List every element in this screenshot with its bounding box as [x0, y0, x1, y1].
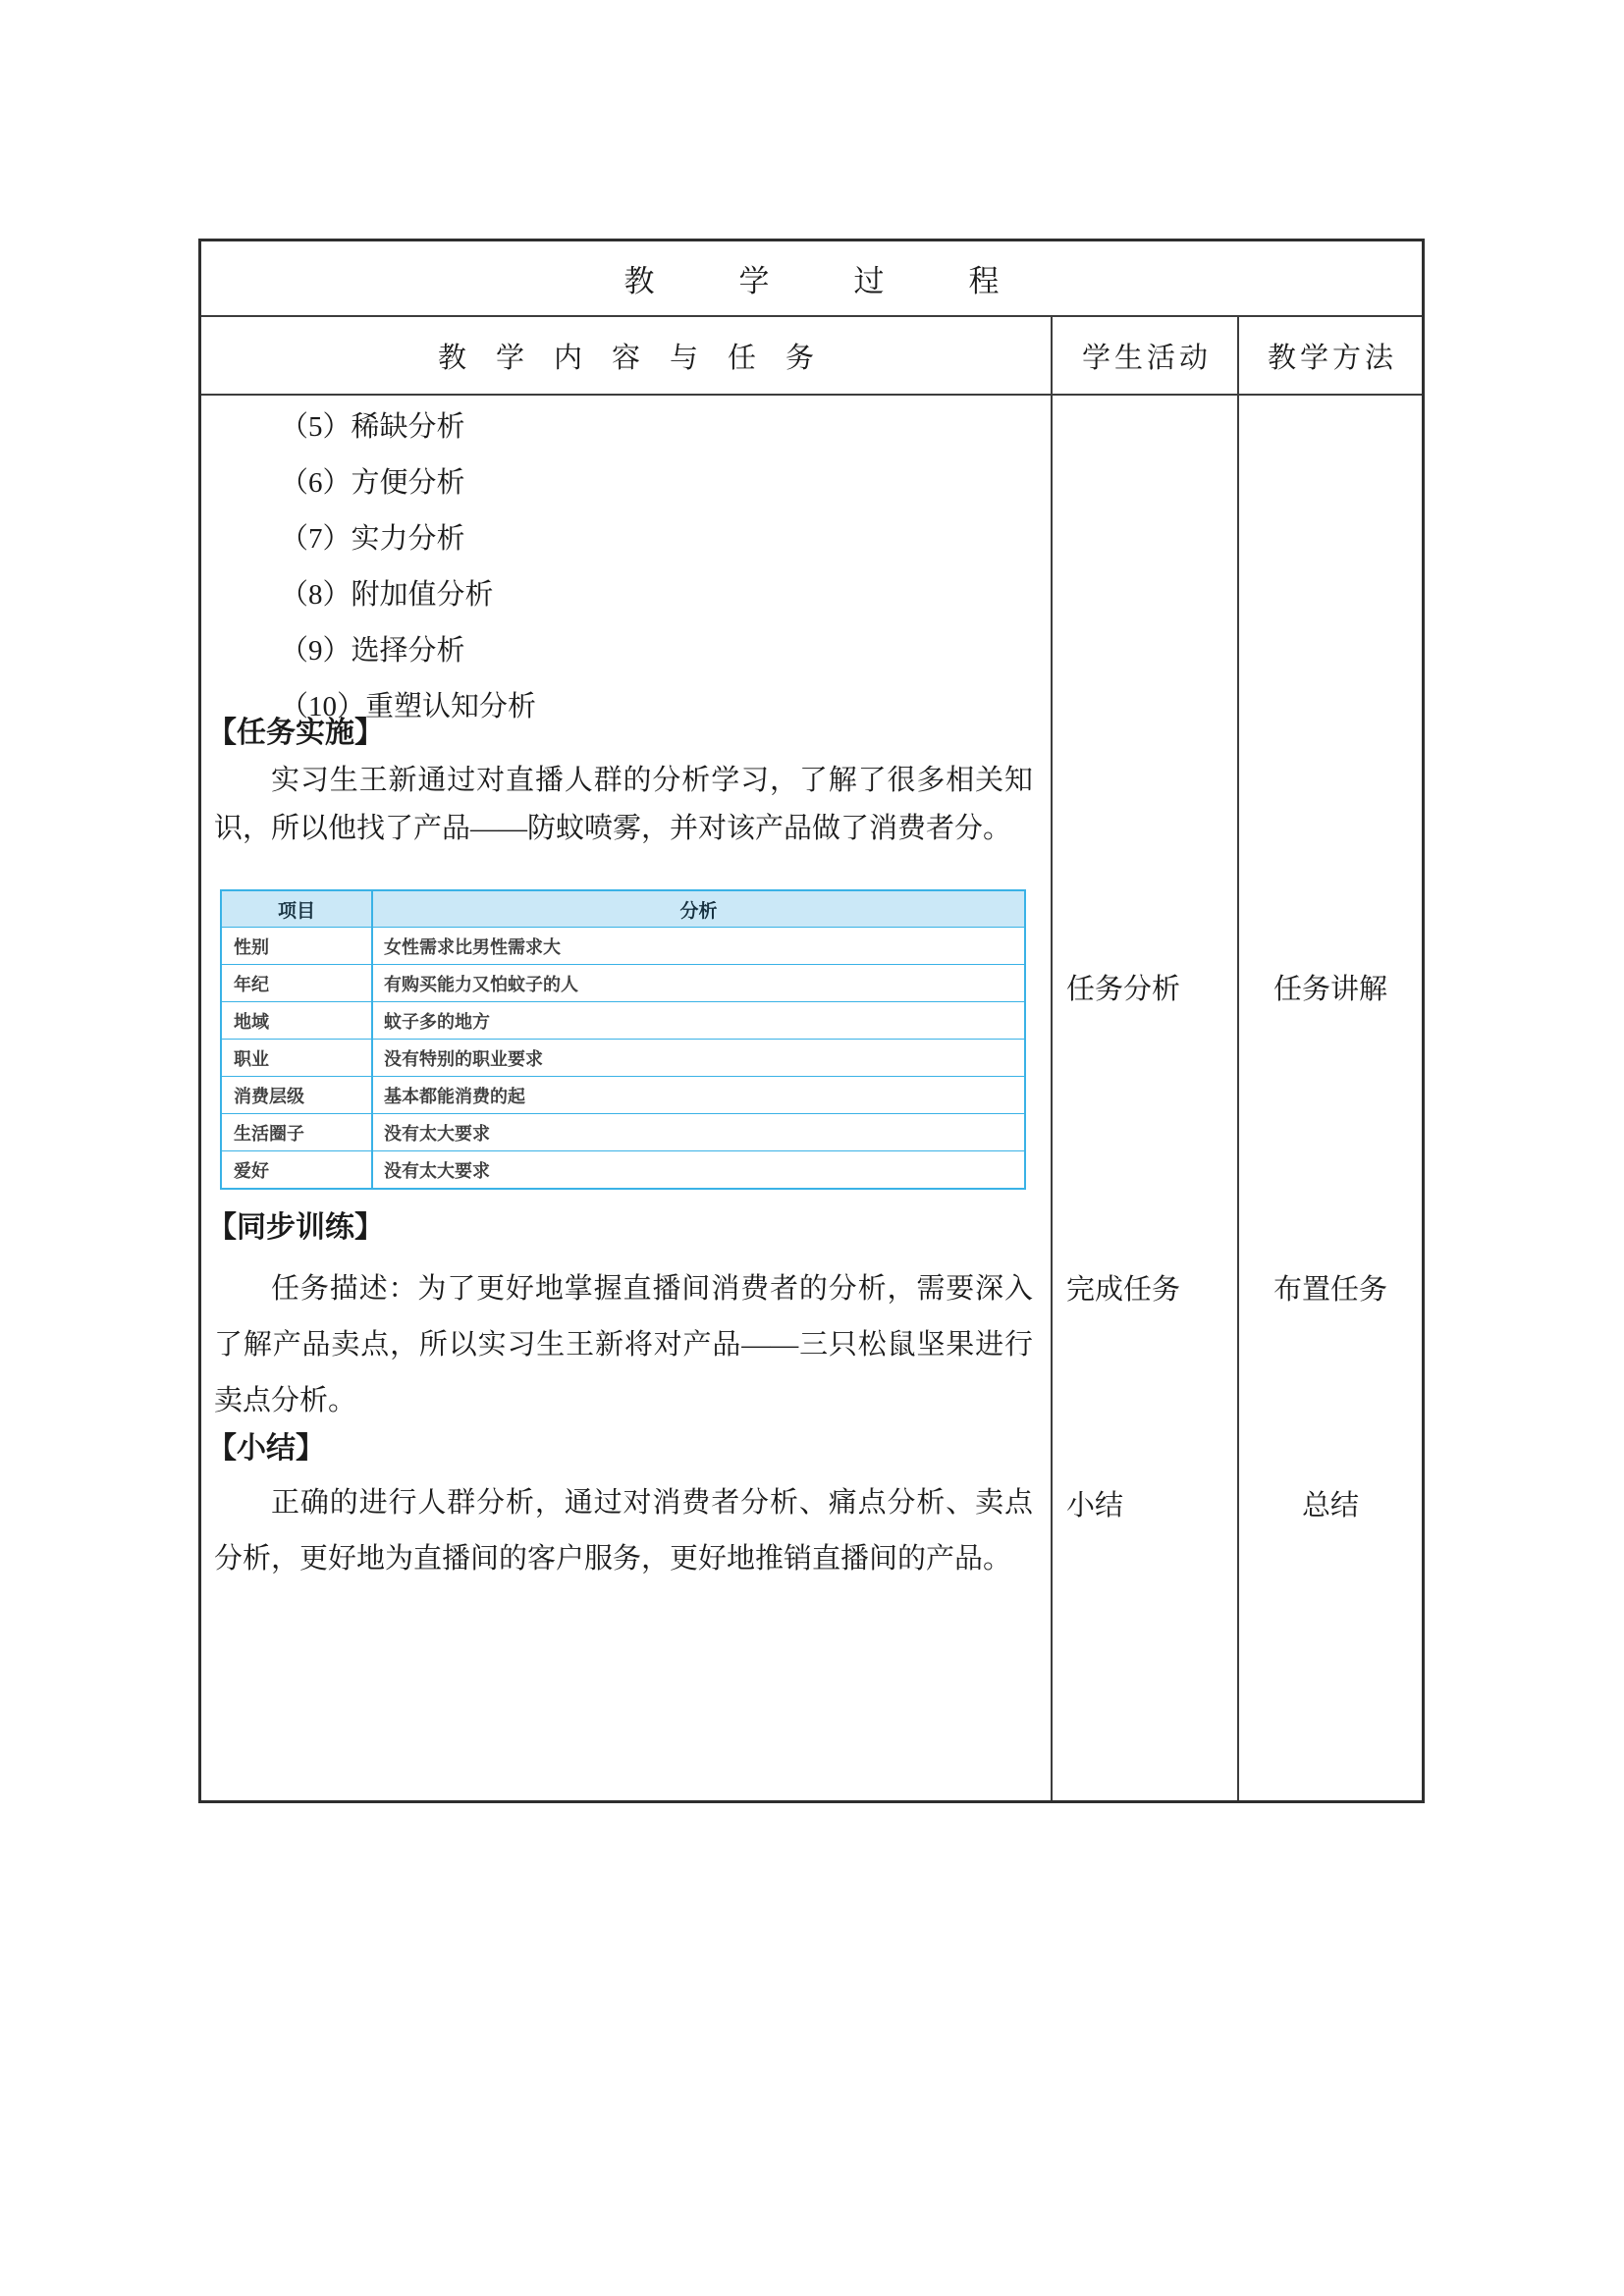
row-analysis-value: 蚊子多的地方: [384, 1011, 490, 1032]
student-activity-cell: [1051, 396, 1237, 1800]
header-cell-student-activity: [1051, 317, 1237, 394]
row-item-label: 消费层级: [222, 1077, 373, 1113]
teaching-method-label: 布置任务: [1272, 1274, 1387, 1306]
page-title: 教学过程: [623, 264, 1084, 298]
sync-training-paragraph: 任务描述：为了更好地掌握直播间消费者的分析，需要深入了解产品卖点，所以实习生王新将对产品——三只松鼠坚果进行卖点分析。: [214, 1273, 1033, 1416]
summary-paragraph: 正确的进行人群分析，通过对消费者分析、痛点分析、卖点分析，更好地为直播间的客户服务，更好地推销直播间的产品。: [214, 1487, 1033, 1575]
consumer-analysis-table: [220, 889, 1026, 1190]
sync-training-heading: 【同步训练】: [207, 1211, 384, 1244]
header-cell-content: [201, 317, 1051, 394]
student-activity-label: 完成任务: [1066, 1274, 1181, 1306]
list-item: （7）实力分析: [280, 523, 465, 555]
table-row: [222, 964, 1024, 1001]
analysis-col-analysis-header: 分析: [679, 900, 718, 922]
row-item-label: 性别: [222, 928, 373, 964]
content-cell: [201, 396, 1051, 1800]
row-analysis-value: 女性需求比男性需求大: [384, 936, 561, 957]
table-row: [222, 927, 1024, 964]
row-analysis-value: 没有太大要求: [384, 1160, 490, 1181]
row-analysis-value: 没有特别的职业要求: [384, 1048, 543, 1069]
list-item: （8）附加值分析: [280, 579, 494, 611]
summary-heading: 【小结】: [207, 1432, 325, 1465]
table-row: [222, 1076, 1024, 1113]
list-item: （9）选择分析: [280, 635, 465, 667]
row-item-label: 年纪: [222, 965, 373, 1001]
table-header-row: [201, 317, 1422, 396]
teaching-method-cell: [1237, 396, 1422, 1800]
table-body-row: [201, 396, 1422, 1800]
teaching-method-label: 总结: [1301, 1490, 1359, 1522]
list-item: （5）稀缺分析: [280, 411, 465, 443]
row-item-label: 爱好: [222, 1151, 373, 1188]
row-item-label: 职业: [222, 1040, 373, 1076]
list-item: （6）方便分析: [280, 467, 465, 499]
content-cell-inner: [201, 396, 1051, 1800]
row-analysis-value: 有购买能力又怕蚊子的人: [384, 974, 578, 994]
row-analysis-value: 没有太大要求: [384, 1123, 490, 1144]
table-title-row: [201, 241, 1422, 317]
header-cell-teaching-method: [1237, 317, 1422, 394]
analysis-table-header-row: [222, 891, 1024, 927]
task-implementation-heading: 【任务实施】: [207, 717, 384, 749]
table-row: [222, 1001, 1024, 1039]
analysis-col-item-header: 项目: [222, 891, 373, 927]
student-activity-column-header: 学生活动: [1081, 342, 1212, 374]
teaching-method-column-header: 教学方法: [1267, 342, 1397, 374]
task-implementation-paragraph: 实习生王新通过对直播人群的分析学习，了解了很多相关知识，所以他找了产品——防蚊喷雾，并对该产品做了消费者分。: [214, 765, 1033, 844]
teaching-process-table: [198, 239, 1425, 1803]
table-row: [222, 1113, 1024, 1150]
student-activity-label: 任务分析: [1066, 974, 1181, 1005]
list-item: （10）重塑认知分析: [280, 691, 537, 722]
row-analysis-value: 基本都能消费的起: [384, 1086, 525, 1106]
content-column-header: 教学内容与任务: [437, 342, 843, 374]
row-item-label: 地域: [222, 1002, 373, 1039]
student-activity-label: 小结: [1066, 1490, 1124, 1522]
row-item-label: 生活圈子: [222, 1114, 373, 1150]
teaching-method-label: 任务讲解: [1272, 974, 1387, 1005]
table-row: [222, 1150, 1024, 1188]
analysis-type-list: [280, 400, 536, 735]
table-row: [222, 1039, 1024, 1076]
